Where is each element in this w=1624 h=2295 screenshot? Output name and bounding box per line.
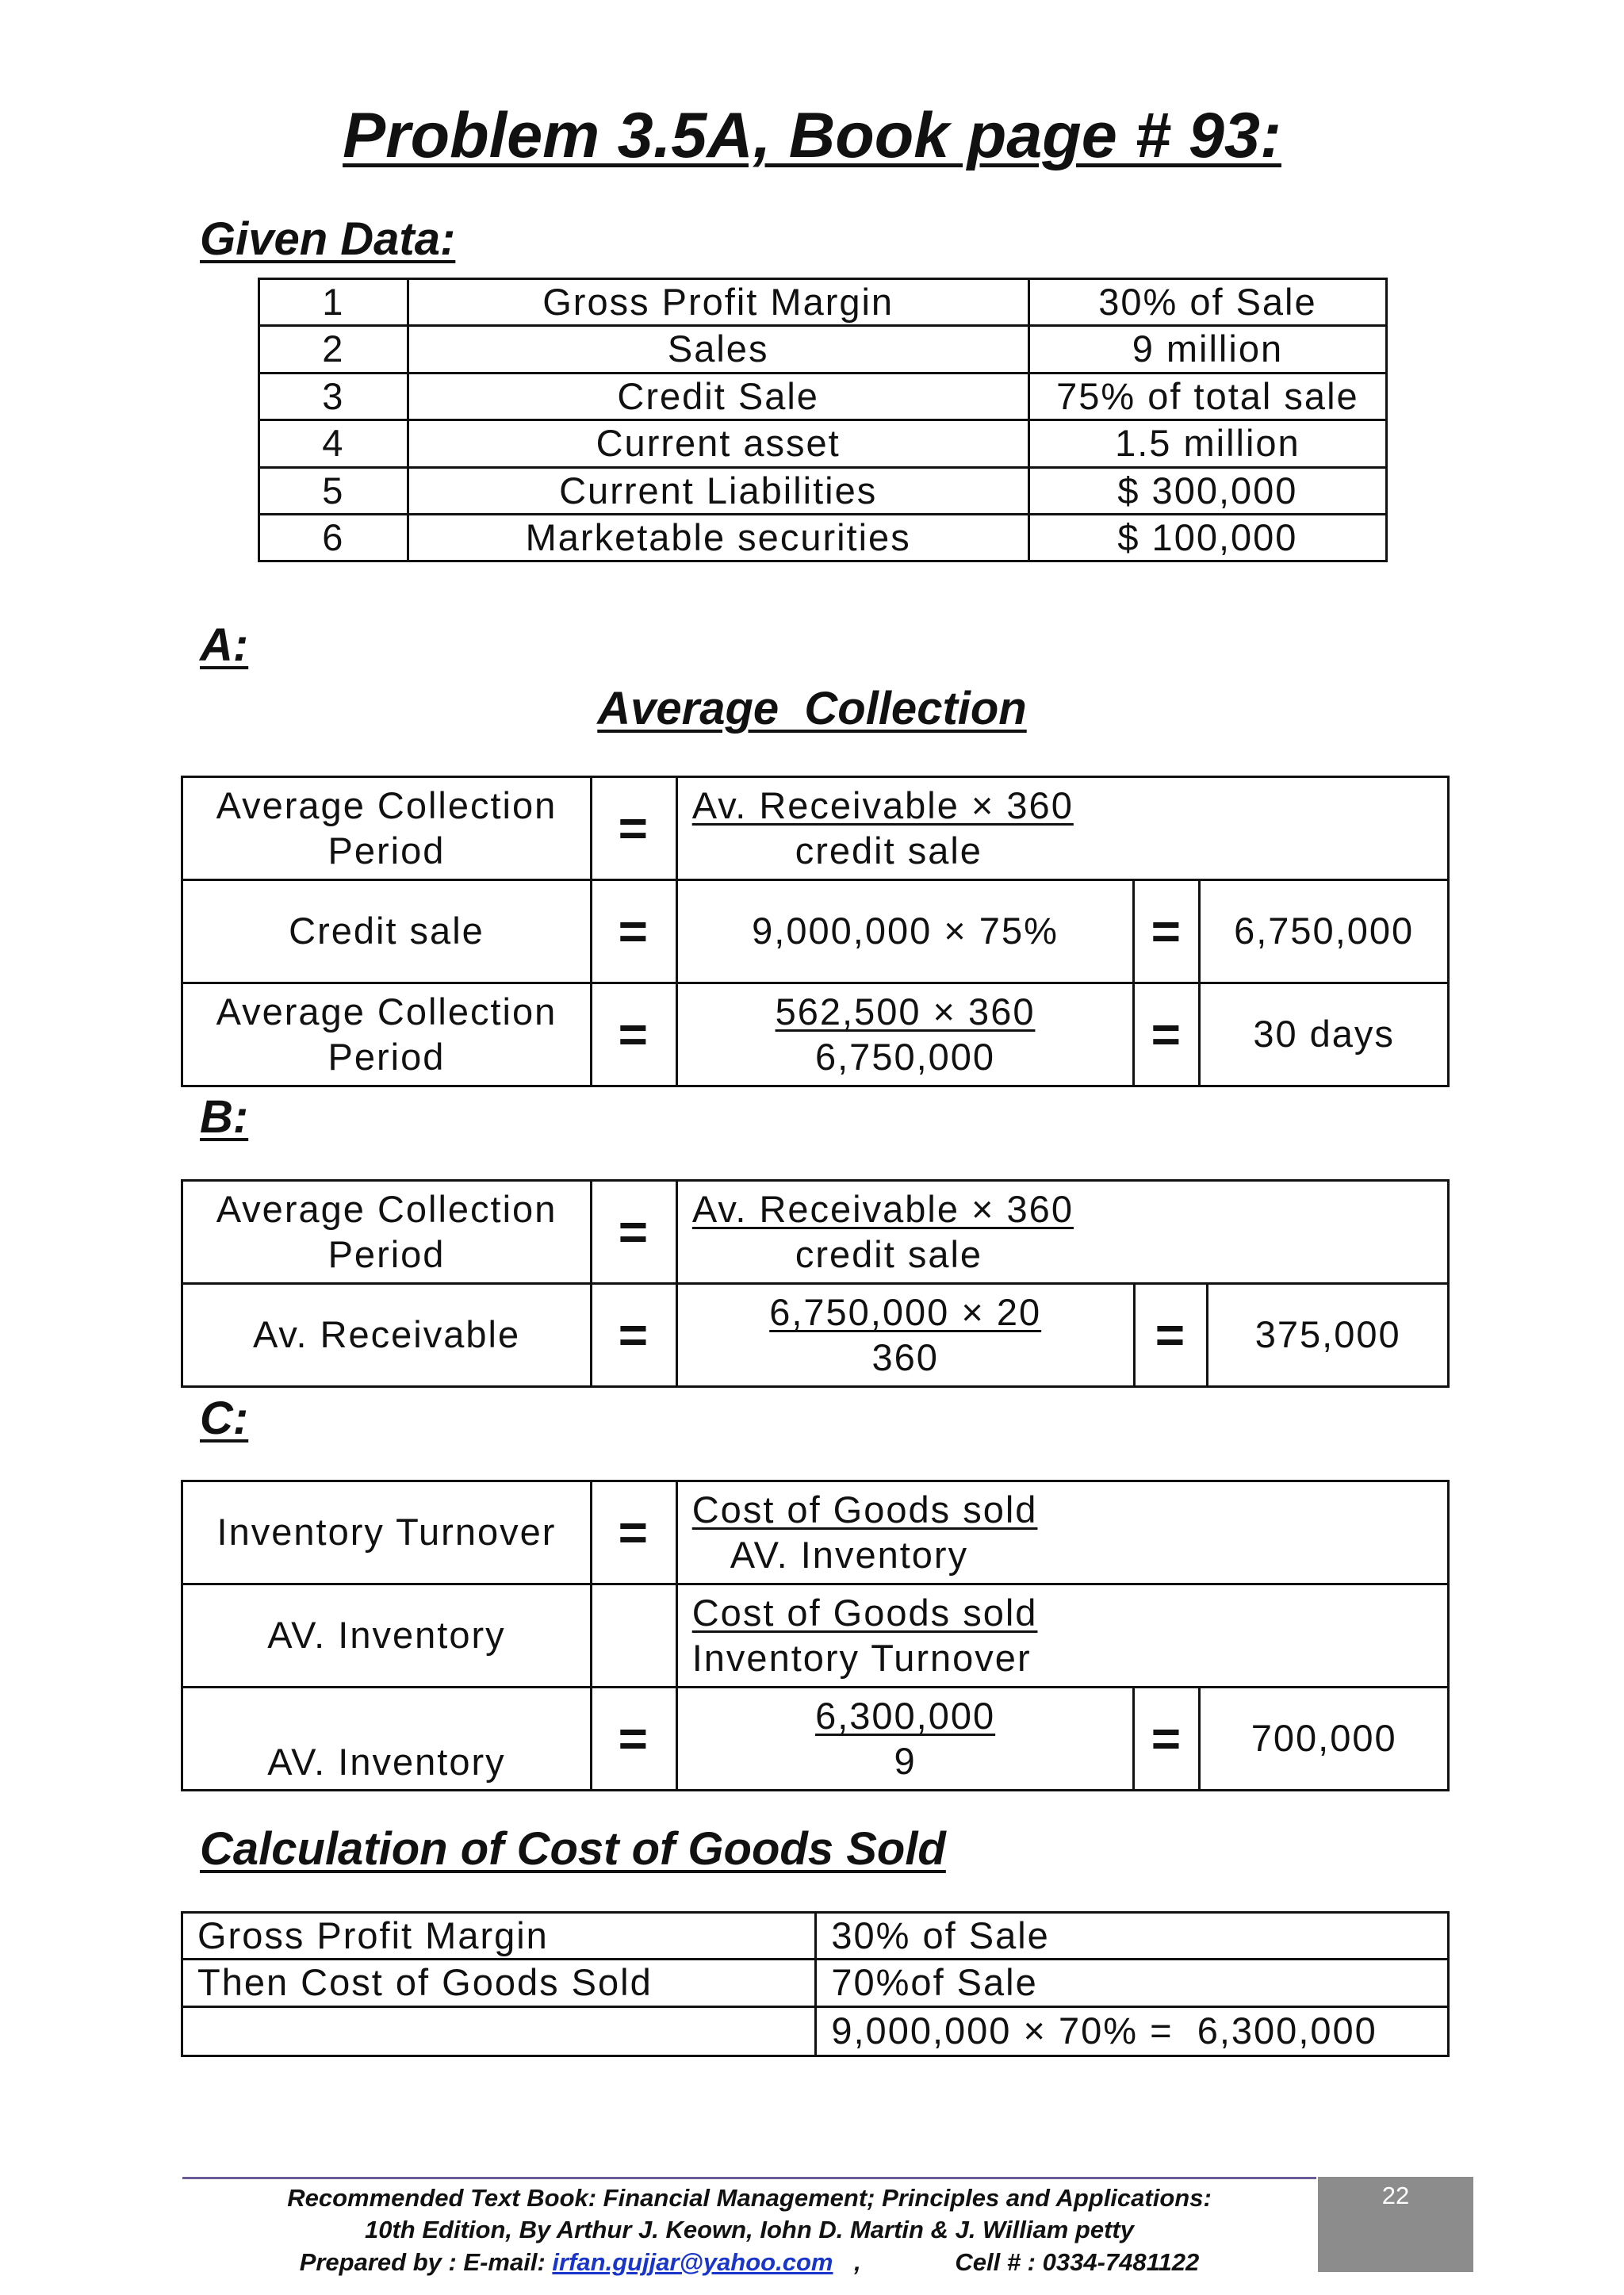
turnover-fraction: Cost of Goods sold AV. Inventory [676, 1481, 1448, 1584]
equals-sign: = [1134, 1688, 1200, 1791]
turnover-label: Inventory Turnover [182, 1481, 592, 1584]
average-collection-table [181, 776, 1450, 1087]
page-title: Problem 3.5A, Book page # 93: [343, 100, 1281, 171]
cogs-heading: Calculation of Cost of Goods Sold [200, 1823, 946, 1875]
formula-fraction: Av. Receivable × 360 credit sale [676, 1181, 1448, 1284]
given-data-heading: Given Data: [200, 213, 456, 265]
equals-sign: = [591, 1688, 676, 1791]
receivable-table [181, 1179, 1450, 1388]
inventory-value-fraction: 6,300,000 9 [676, 1688, 1134, 1791]
table-row: 3 Credit Sale 75% of total sale [259, 373, 1387, 420]
equals-sign: = [591, 880, 676, 983]
table-row [182, 1584, 1449, 1688]
table-row [182, 777, 1449, 880]
period-result: 30 days [1200, 983, 1449, 1086]
equals-sign: = [591, 983, 676, 1086]
footer [182, 2182, 1316, 2278]
inventory-fraction: Cost of Goods sold Inventory Turnover [676, 1584, 1448, 1688]
formula-label: Average Collection Period [182, 777, 592, 880]
table-row [182, 983, 1449, 1086]
period-label: Average Collection Period [182, 983, 592, 1086]
page-number: 22 [1381, 2182, 1410, 2209]
receivable-result: 375,000 [1208, 1284, 1449, 1387]
equals-sign: = [591, 1481, 676, 1584]
average-collection-heading: Average Collection [597, 683, 1027, 734]
table-row: 6 Marketable securities $ 100,000 [259, 514, 1387, 561]
footer-edition-line: 10th Edition, By Arthur J. Keown, Iohn D. Martin & J. William petty [365, 2216, 1134, 2244]
credit-sale-expression: 9,000,000 × 75% [676, 880, 1134, 983]
section-c-heading: C: [200, 1393, 249, 1444]
credit-sale-label: Credit sale [182, 880, 592, 983]
given-data-table [258, 278, 1388, 562]
formula-label: Average Collection Period [182, 1181, 592, 1284]
inventory-value-label: AV. Inventory [182, 1688, 592, 1791]
table-row: Then Cost of Goods Sold 70%of Sale [182, 1960, 1449, 2006]
email-link[interactable]: irfan.gujjar@yahoo.com [552, 2247, 833, 2276]
inventory-label: AV. Inventory [182, 1584, 592, 1688]
equals-sign: = [1134, 1284, 1208, 1387]
empty-cell [591, 1584, 676, 1688]
table-row: 5 Current Liabilities $ 300,000 [259, 467, 1387, 514]
equals-sign: = [592, 1181, 677, 1284]
table-row [182, 1481, 1449, 1584]
inventory-table [181, 1480, 1450, 1791]
table-row [182, 880, 1449, 983]
table-row: 4 Current asset 1.5 million [259, 420, 1387, 467]
cogs-table [181, 1911, 1450, 2057]
receivable-label: Av. Receivable [182, 1284, 592, 1387]
section-a-heading: A: [200, 619, 249, 671]
table-row [182, 1688, 1449, 1791]
footer-divider [182, 2177, 1316, 2179]
equals-sign: = [592, 1284, 677, 1387]
section-b-heading: B: [200, 1091, 249, 1143]
footer-contact-line: Prepared by : E-mail: irfan.gujjar@yahoo.com , Cell # : 0334-7481122 [299, 2247, 1200, 2276]
table-row: 2 Sales 9 million [259, 326, 1387, 373]
formula-fraction: Av. Receivable × 360 credit sale [676, 777, 1448, 880]
equals-sign: = [591, 777, 676, 880]
equals-sign: = [1134, 983, 1200, 1086]
credit-sale-result: 6,750,000 [1200, 880, 1449, 983]
inventory-value-result: 700,000 [1200, 1688, 1449, 1791]
table-row: Gross Profit Margin 30% of Sale [182, 1913, 1449, 1960]
table-row: 9,000,000 × 70% = 6,300,000 [182, 2006, 1449, 2056]
table-row [182, 1181, 1449, 1284]
receivable-fraction: 6,750,000 × 20 360 [676, 1284, 1134, 1387]
equals-sign: = [1134, 880, 1200, 983]
table-row [182, 1284, 1449, 1387]
period-fraction: 562,500 × 360 6,750,000 [676, 983, 1134, 1086]
footer-textbook-line: Recommended Text Book: Financial Management; Principles and Applications: [287, 2184, 1212, 2212]
table-row: 1 Gross Profit Margin 30% of Sale [259, 279, 1387, 326]
